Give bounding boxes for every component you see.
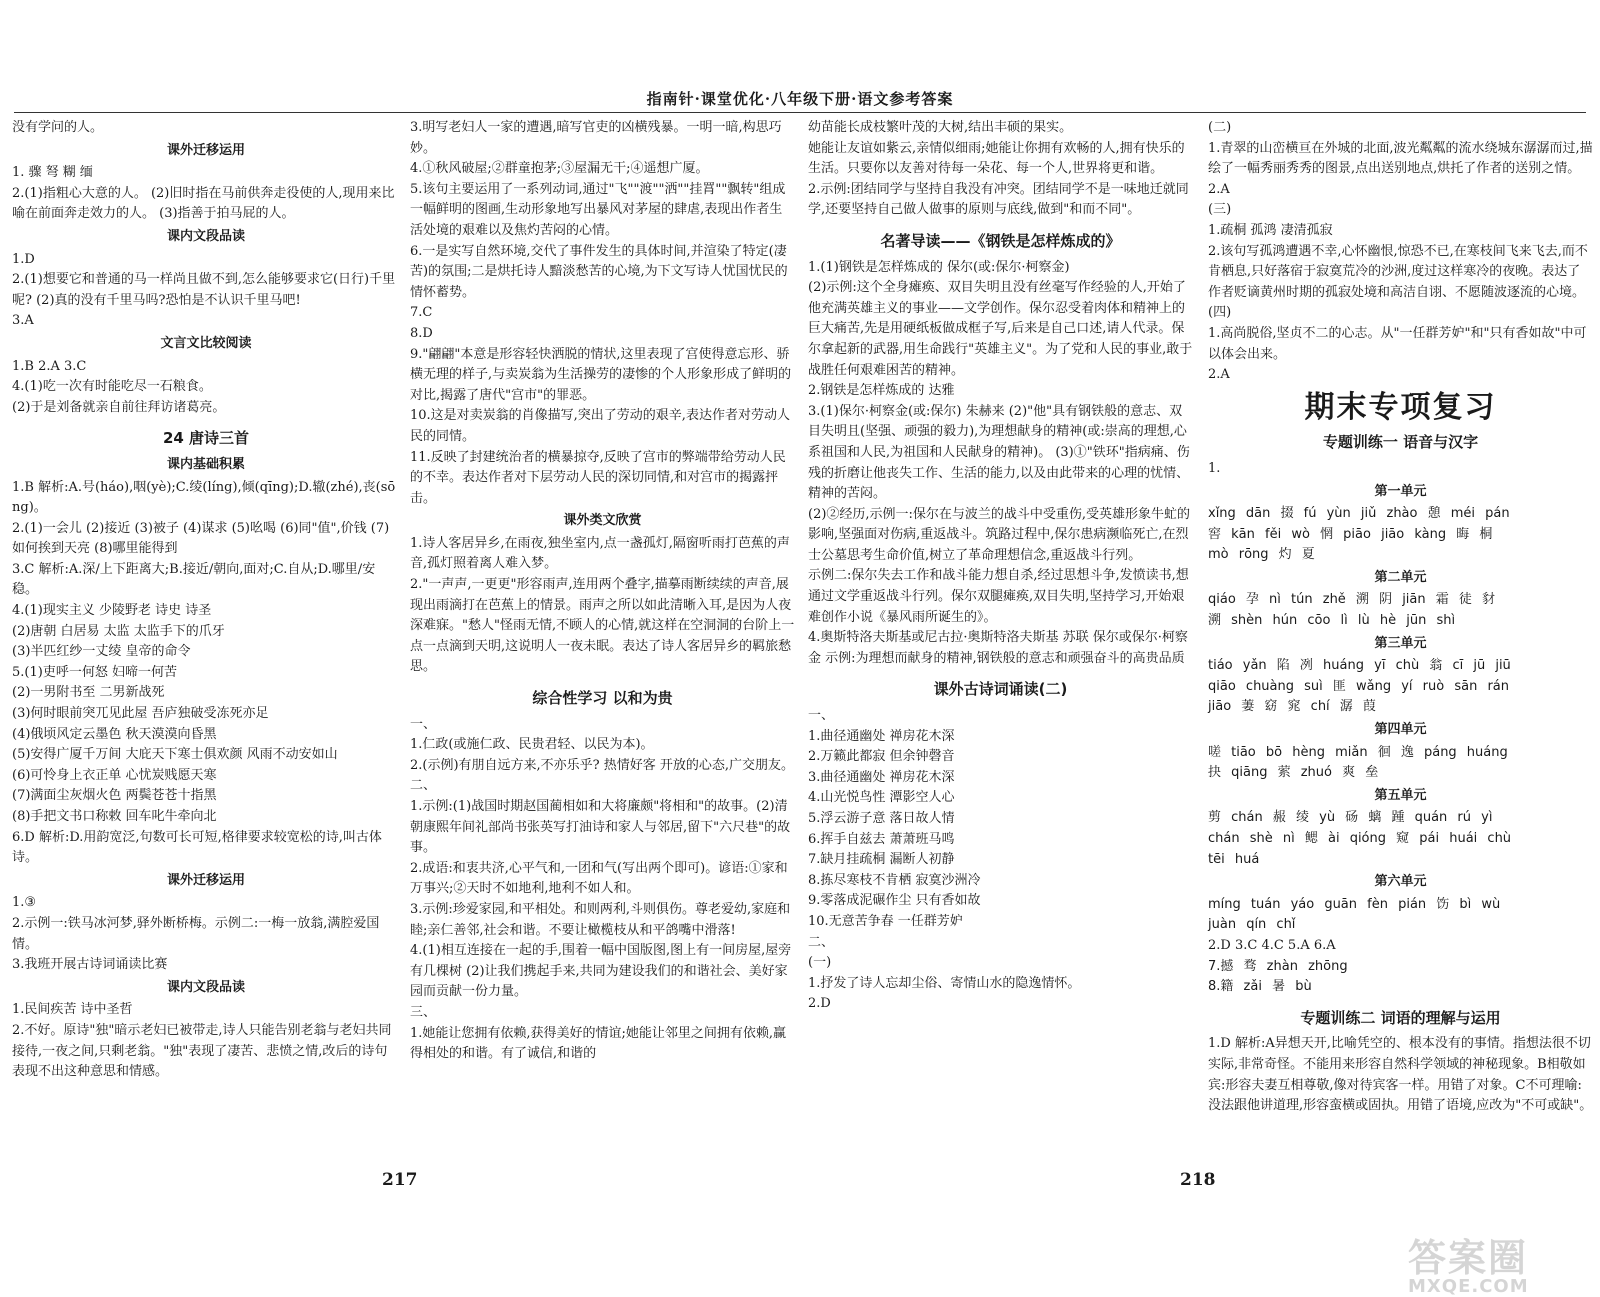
watermark-sub-text: MXQE.COM — [1408, 1276, 1529, 1297]
answer-line: 2.万籁此都寂 但余钟磬音 — [808, 749, 955, 765]
answer-line: 4.(1)吃一次有时能吃尽一石粮食。 — [12, 379, 212, 395]
pinyin-line: míng tuán yáo guān fèn pián 饬 bì wù — [1208, 896, 1501, 912]
answer-line: 2.不好。原诗"独"暗示老妇已被带走,诗人只能告别老翁与老妇共同接待,一夜之间,只剩老翁。"独"表现了凄苦、悲愤之情,改后的诗句表现不出这种意思和情感。 — [12, 1022, 392, 1080]
answer-line: 2.成语:和衷共济,心平气和,一团和气(写出两个即可)。谚语:①家和万事兴;②天时不如地利,地利不如人和。 — [410, 860, 788, 897]
answer-line: 2."一声声,一更更"形容雨声,连用两个叠字,描摹雨断续续的声音,展现出雨滴打在芭蕉上的情景。雨声之所以如此清晰入耳,是因为人夜深难寐。"愁人"怪雨无情,不顾人的心情,就这样在空洞洞的台阶上一点一点滴到天明,这说明人一夜未眠。表达了诗人客居异乡的羁旅愁思。 — [410, 577, 795, 675]
answer-line: 2.示例一:铁马冰河梦,驿外断桥梅。示例二:一梅一放翁,满腔爱国情。 — [12, 915, 380, 952]
section-heading: 课内文段品读 — [166, 228, 245, 244]
pinyin-line: 7.撼 骛 zhàn zhōng — [1208, 958, 1348, 974]
answer-line: 9."翩翩"本意是形容轻快洒脱的情状,这里表现了宫使得意忘形、骄横无理的样子,与卖炭翁为生活操劳的凄惨的个人形象形成了鲜明的对比,揭露了唐代"宫市"的罪恶。 — [410, 346, 792, 403]
answer-line: 示例二:保尔失去工作和战斗能力想自杀,经过思想斗争,发愤读书,想通过文学重返战斗行列。保尔双腿瘫痪,双目失明,坚持学习,开始艰难创作小说《暴风雨所诞生的》。 — [808, 568, 1189, 625]
lesson-title: 专题训练二 词语的理解与运用 — [1300, 1008, 1501, 1027]
page-number-left: 217 — [382, 1170, 418, 1190]
answer-line: 4.奥斯特洛夫斯基或尼古拉·奥斯特洛夫斯基 苏联 保尔或保尔·柯察金 示例:为理想而献身的精神,钢铁般的意志和顽强奋斗的高贵品质 — [808, 630, 1188, 666]
answer-line: 1. 骤 弩 糊 缅 — [12, 165, 93, 181]
pinyin-line: tiáo yǎn 陷 冽 huáng yī chù 翁 cī jū jiū — [1208, 658, 1511, 674]
answer-line: 5.(1)吏呼一何怒 妇啼一何苦 — [12, 664, 177, 680]
answer-line: 1.诗人客居异乡,在雨夜,独坐室内,点一盏孤灯,隔窗听雨打芭蕉的声音,孤灯照着离人难入梦。 — [410, 535, 790, 572]
answer-line: (2)②经历,示例一:保尔在与波兰的战斗中受重伤,受英雄形象牛虻的影响,坚强面对伤病,重返战斗。筑路过程中,保尔患病濒临死亡,在烈士公墓思考生命价值,树立了革命理想信念,重返战斗行列。 — [808, 506, 1191, 563]
answer-line: 9.零落成泥碾作尘 只有香如故 — [808, 893, 981, 909]
answer-line: 三、 — [410, 1004, 437, 1020]
section-heading: 课外迁移运用 — [166, 142, 245, 158]
answer-line: 3.(1)保尔·柯察金(或:保尔) 朱赫来 (2)"他"具有钢铁般的意志、双目失明且(坚强、顽强的毅力),为理想献身的精神(或:崇高的理想,心系祖国和人民,为祖国和人民献身的精神)。 (3)①"铁环"指病痛、伤残的折磨让他丧失工作、生活的能力,以及由此带来的心理的忧情、精神的苦闷。 — [808, 403, 1190, 502]
lesson-title: 课外古诗词诵读(二) — [933, 680, 1068, 699]
answer-line: (2)于是刘备就亲自前往拜访诸葛亮。 — [12, 399, 226, 415]
answer-line: 1.民间疾苦 诗中圣哲 — [12, 1002, 133, 1018]
section-heading: 课内基础积累 — [166, 456, 245, 472]
pinyin-line: juàn qín chǐ — [1208, 917, 1296, 933]
answer-line: 1.抒发了诗人忘却尘俗、寄情山水的隐逸情怀。 — [808, 975, 1081, 991]
column-3 — [808, 118, 1193, 1015]
answer-line: (二) — [1208, 120, 1232, 135]
answer-line: 3.C 解析:A.深/上下距离大;B.接近/朝向,面对;C.自从;D.哪里/安稳。 — [12, 561, 376, 598]
pinyin-line: 溯 shèn hún cōo lì lù hè jūn shì — [1208, 613, 1456, 629]
chapter-title: 期末专项复习 — [1304, 389, 1497, 425]
answer-line: (三) — [1208, 202, 1232, 218]
answer-line: 7.缺月挂疏桐 漏断人初静 — [808, 852, 955, 868]
answer-line: 1.曲径通幽处 禅房花木深 — [808, 728, 955, 744]
answer-line: 二、 — [410, 778, 437, 794]
answer-line: 8.拣尽寒枝不肯栖 寂寞沙洲冷 — [808, 872, 981, 888]
answer-line: 2.D 3.C 4.C 5.A 6.A — [1208, 937, 1336, 953]
answer-line: 一、 — [410, 716, 437, 732]
answer-line: 1.青翠的山峦横亘在外城的北面,波光粼粼的流水绕城东潺潺而过,描绘了一幅秀丽秀秀的图景,点出送别地点,烘托了作者的送别之情。 — [1208, 140, 1593, 177]
answer-line: 2.该句写孤鸿遭遇不幸,心怀幽恨,惊恐不已,在寒枝间飞来飞去,而不肯栖息,只好落宿于寂寞荒冷的沙洲,度过这样寒冷的夜晚。表达了作者贬谪黄州时期的孤寂处境和高洁自诩、不愿随波逐流的心境。 — [1208, 243, 1588, 300]
answer-line: 4.(1)相互连接在一起的手,围着一幅中国版图,图上有一间房屋,屋旁有几棵树 (2)让我们携起手来,共同为建设我们的和谐社会、美好家园而贡献一份力量。 — [410, 943, 792, 1000]
pinyin-line: 8.籍 zǎi 暑 bù — [1208, 979, 1312, 995]
answer-line: (7)满面尘灰烟火色 两鬓苍苍十指黑 — [12, 788, 217, 804]
answer-line: 8.D — [410, 325, 433, 341]
section-heading: 第四单元 — [1374, 722, 1427, 738]
pinyin-line: 嗟 tiāo bō hèng miǎn 徊 逸 páng huáng — [1208, 744, 1508, 760]
answer-line: 1.仁政(或施仁政、民贵君轻、以民为本)。 — [410, 737, 654, 753]
answer-line: (2)示例:这个全身瘫痪、双目失明且没有丝毫写作经验的人,开始了他充满英雄主义的事业——文学创作。保尔忍受着肉体和精神上的巨大痛苦,先是用硬纸板做成框子写,后来是自己口述,请人代录。保尔拿起新的武器,用生命践行"英雄主义"。为了党和人民的事业,敢于战胜任何艰难困苦的精神。 — [808, 280, 1193, 378]
answer-line: 1.D 解析:A异想天开,比喻凭空的、根本没有的事情。指想法很不切实际,非常奇怪。不能用来形容自然科学领域的神秘现象。B相敬如宾:形容夫妻互相尊敬,像对待宾客一样。用错了对象。C不可理喻:没法跟他讲道理,形容蛮横或固执。用错了语境,应改为"不可或缺"。 — [1208, 1036, 1593, 1114]
pinyin-line: qiáo 孕 nì tún zhě 溯 阴 jiān 霜 徒 豺 — [1208, 592, 1496, 608]
answer-line: 4.(1)现实主义 少陵野老 诗史 诗圣 — [12, 603, 212, 619]
answer-line: (4)俄顷风定云墨色 秋天漠漠向昏黑 — [12, 726, 217, 742]
section-heading: 第六单元 — [1374, 874, 1427, 890]
answer-line: 1.B 解析:A.号(háo),咽(yè);C.绫(líng),倾(qīng);D.辙(zhé),丧(sōng)。 — [12, 479, 396, 516]
answer-line: 4.①秋风破屋;②群童抱茅;③屋漏无干;④遥想广厦。 — [410, 161, 709, 177]
answer-line: (6)可怜身上衣正单 心忧炭贱愿天寒 — [12, 767, 217, 783]
page-number-right: 218 — [1180, 1170, 1216, 1190]
answer-line: 3.示例:珍爱家园,和平相处。和则两利,斗则俱伤。尊老爱幼,家庭和睦;亲仁善邻,社会和谐。不要让橄榄枝从和平鸽嘴中滑落! — [410, 901, 791, 938]
answer-line: 没有学问的人。 — [12, 120, 104, 135]
answer-line: (四) — [1208, 305, 1232, 321]
lesson-title: 专题训练一 语音与汉字 — [1322, 433, 1479, 452]
answer-line: 3.我班开展古诗词诵读比赛 — [12, 957, 168, 973]
pinyin-line: 剪 chán 赧 绫 yù 砀 螭 踵 quán rú yì — [1208, 810, 1493, 826]
answer-line: 10.无意苦争春 一任群芳妒 — [808, 913, 963, 929]
answer-line: (3)何时眼前突兀见此屋 吾庐独破受冻死亦足 — [12, 706, 269, 722]
section-heading: 文言文比较阅读 — [160, 335, 252, 351]
section-heading: 第三单元 — [1374, 635, 1427, 651]
pinyin-line: 抉 qiāng 萦 zhuó 爽 垒 — [1208, 765, 1379, 781]
answer-line: 2.钢铁是怎样炼成的 达雅 — [808, 383, 955, 399]
answer-line: 幼苗能长成枝繁叶茂的大树,结出丰硕的果实。 — [808, 120, 1073, 135]
answer-line: 2.(1)想要它和普通的马一样尚且做不到,怎么能够要求它(日行)千里呢? (2)真的没有千里马吗?恐怕是不认识千里马吧! — [12, 272, 396, 308]
section-heading: 第二单元 — [1374, 569, 1427, 585]
answer-line: 5.浮云游子意 落日故人情 — [808, 811, 955, 826]
pinyin-line: tēi huá — [1208, 851, 1260, 867]
answer-line: 她能让友谊如紫云,亲情似细雨;她能让你拥有欢畅的人,拥有快乐的生活。只要你以友善对待每一朵花、每一个人,世界将更和谐。 — [808, 140, 1185, 177]
section-heading: 课内文段品读 — [166, 979, 245, 995]
watermark-logo — [1408, 1227, 1588, 1297]
pinyin-line: 窖 kān fěi wò 惘 piāo jiāo kàng 晦 桐 — [1208, 526, 1493, 542]
column-4 — [1208, 118, 1593, 1117]
pinyin-line: xǐng dān 掇 fú yùn jiǔ zhào 憩 méi pán — [1208, 506, 1510, 522]
answer-line: 6.一是实写自然环境,交代了事件发生的具体时间,并渲染了特定(凄苦)的氛围;二是烘托诗人黯淡愁苦的心境,为下文写诗人忧国忧民的情怀蓄势。 — [410, 243, 788, 300]
pinyin-line: qiāo chuàng suì 匪 wǎng yí ruò sān rán — [1208, 678, 1510, 694]
pinyin-line: mò rōng 灼 夏 — [1208, 547, 1315, 563]
answer-line: (8)手把文书口称敕 回车叱牛牵向北 — [12, 809, 217, 824]
page-header: 指南针·课堂优化·八年级下册·语文参考答案 — [646, 90, 954, 108]
answer-line: 6.D 解析:D.用韵宽泛,句数可长可短,格律要求较宽松的诗,叫古体诗。 — [12, 829, 382, 866]
answer-line: 3.A — [12, 313, 34, 329]
section-heading: 第五单元 — [1374, 787, 1427, 803]
answer-line: (一) — [808, 955, 832, 971]
answer-line: (5)安得广厦千万间 大庇天下寒士俱欢颜 风雨不动安如山 — [12, 747, 338, 763]
answer-line: 6.挥手自兹去 萧萧班马鸣 — [808, 831, 955, 847]
section-heading: 第一单元 — [1374, 483, 1427, 499]
answer-line: 2.示例:团结同学与坚持自我没有冲突。团结同学不是一味地迁就同学,还要坚持自己做人做事的原则与底线,做到"和而不同"。 — [808, 181, 1189, 218]
answer-line: 1.示例:(1)战国时期赵国蔺相如和大将廉颇"将相和"的故事。(2)清朝康熙年间礼部尚书张英写打油诗和家人与邻居,留下"六尺巷"的故事。 — [410, 799, 791, 856]
answer-line: 1. — [1208, 460, 1221, 476]
answer-line: 1.疏桐 孤鸿 凄清孤寂 — [1208, 222, 1333, 238]
answer-line: 2.(示例)有朋自远方来,不亦乐乎? 热情好客 开放的心态,广交朋友。 — [410, 757, 795, 773]
answer-line: 二、 — [808, 934, 835, 950]
watermark-main-text: 答案圈 — [1408, 1236, 1529, 1280]
lesson-title: 名著导读——《钢铁是怎样炼成的》 — [880, 231, 1121, 250]
section-heading: 课外类文欣赏 — [563, 513, 642, 529]
answer-line: 1.(1)钢铁是怎样炼成的 保尔(或:保尔·柯察金) — [808, 259, 1070, 275]
answer-line: 2.A — [1208, 181, 1230, 197]
answer-line: 5.该句主要运用了一系列动词,通过"飞""渡""洒""挂罥""飘转"组成一幅鲜明的图画,生动形象地写出暴风对茅屋的肆虐,表现出作者生活处境的艰难以及焦灼苦闷的心情。 — [410, 181, 786, 238]
answer-line: 2.(1)一会儿 (2)接近 (3)被子 (4)谋求 (5)吆喝 (6)同"值",价钱 (7)如何挨到天亮 (8)哪里能得到 — [12, 520, 390, 557]
answer-line: (3)半匹红纱一丈绫 皇帝的命令 — [12, 644, 191, 660]
answer-line: 1.她能让您拥有依赖,获得美好的情谊;她能让邻里之间拥有依赖,赢得相处的和谐。有了诚信,和谐的 — [410, 1025, 787, 1062]
answer-line: 2.A — [1208, 367, 1230, 383]
section-heading: 课外迁移运用 — [166, 872, 245, 888]
answer-line: 4.山光悦鸟性 潭影空人心 — [808, 790, 955, 806]
answer-line: 2.(1)指粗心大意的人。 (2)旧时指在马前供奔走役使的人,现用来比喻在前面奔走效力的人。 (3)指善于拍马屁的人。 — [12, 185, 395, 222]
column-2 — [410, 118, 795, 1065]
answer-line: 7.C — [410, 305, 433, 321]
column-1 — [12, 118, 400, 1083]
answer-line: (2)一男附书至 二男新战死 — [12, 685, 165, 701]
answer-line: 1.③ — [12, 895, 37, 911]
header-rule — [14, 112, 1586, 113]
answer-line: 2.D — [808, 996, 831, 1012]
answer-line: 1.B 2.A 3.C — [12, 358, 87, 374]
pinyin-line: jiāo 萋 窈 窕 chí 潺 葭 — [1208, 699, 1376, 715]
pinyin-line: chán shè nì 鳃 ài qióng 窥 pái huái chù — [1208, 831, 1512, 846]
lesson-title: 综合性学习 以和为贵 — [532, 689, 673, 708]
lesson-title: 24 唐诗三首 — [162, 429, 250, 448]
answer-line: 3.明写老妇人一家的遭遇,暗写官吏的凶横残暴。一明一暗,构思巧妙。 — [410, 120, 782, 156]
answer-line: 1.高尚脱俗,坚贞不二的心志。从"一任群芳妒"和"只有香如故"中可以体会出来。 — [1208, 325, 1587, 362]
answer-line: 一、 — [808, 708, 835, 724]
answer-line: 3.曲径通幽处 禅房花木深 — [808, 769, 955, 785]
answer-line: 11.反映了封建统治者的横暴掠夺,反映了宫市的弊端带给劳动人民的不幸。表达作者对下层劳动人民的深切同情,和对宫市的揭露抨击。 — [410, 449, 786, 506]
answer-line: 1.D — [12, 251, 35, 267]
answer-line: 10.这是对卖炭翁的肖像描写,突出了劳动的艰辛,表达作者对劳动人民的同情。 — [410, 408, 790, 444]
answer-line: (2)唐朝 白居易 太监 太监手下的爪牙 — [12, 623, 225, 639]
